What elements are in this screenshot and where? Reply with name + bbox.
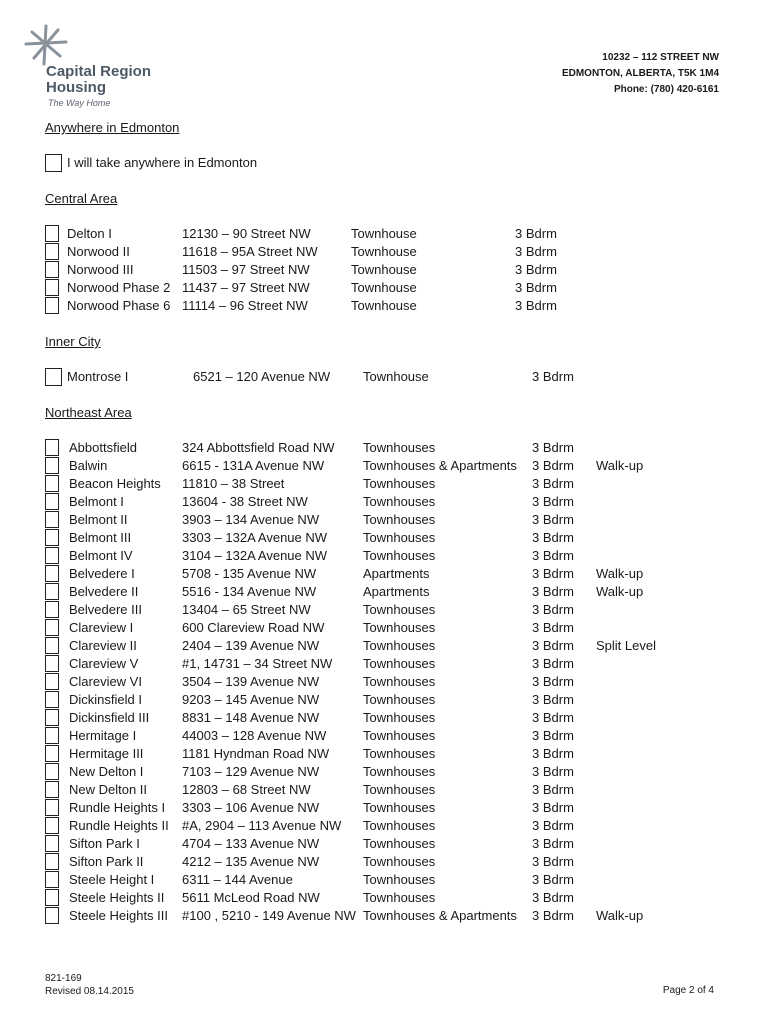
property-checkbox[interactable] [45,799,59,816]
property-row [45,601,725,619]
property-bdrm: 3 Bdrm [532,369,574,384]
property-checkbox[interactable] [45,439,59,456]
property-row [45,709,725,727]
property-row [45,745,725,763]
property-type: Townhouses [363,674,436,689]
property-row [45,511,725,529]
property-row [45,261,725,279]
property-bdrm: 3 Bdrm [515,244,557,259]
property-address: #1, 14731 – 34 Street NW [182,656,333,671]
footer-form-info [45,972,134,998]
property-name: Belmont I [69,494,124,509]
property-row [45,493,725,511]
property-note: Walk-up [596,458,644,473]
property-name: Belmont II [69,512,128,527]
property-checkbox[interactable] [45,691,59,708]
property-address: 3104 – 132A Avenue NW [182,548,328,563]
property-checkbox[interactable] [45,225,59,242]
property-address: 5611 McLeod Road NW [182,890,320,905]
property-row [45,547,725,565]
property-address: 11810 – 38 Street [182,476,285,491]
page-number: Page 2 of 4 [662,985,714,996]
property-note: Walk-up [596,566,644,581]
property-address: 324 Abbottsfield Road NW [182,440,335,455]
property-row [45,439,725,457]
property-name: Norwood Phase 6 [67,298,171,313]
property-name: Belmont III [69,530,132,545]
property-address: 6615 - 131A Avenue NW [182,458,325,473]
property-row [45,297,725,315]
property-address: 9203 – 145 Avenue NW [182,692,320,707]
property-bdrm: 3 Bdrm [532,818,574,833]
property-type: Townhouse [351,280,417,295]
property-name: Belmont IV [69,548,133,563]
property-name: Steele Heights III [69,908,168,923]
property-bdrm: 3 Bdrm [532,458,574,473]
section-heading-central: Central Area [45,191,118,206]
property-type: Townhouses [363,440,436,455]
property-type: Townhouses [363,800,436,815]
property-type: Townhouses [363,620,436,635]
property-name: Clareview I [69,620,134,635]
section-heading-anywhere: Anywhere in Edmonton [45,120,180,135]
property-address: 3504 – 139 Avenue NW [182,674,320,689]
property-bdrm: 3 Bdrm [532,548,574,563]
property-type: Townhouses [363,512,436,527]
property-bdrm: 3 Bdrm [532,746,574,761]
property-checkbox[interactable] [45,493,59,510]
property-bdrm: 3 Bdrm [532,674,574,689]
property-bdrm: 3 Bdrm [532,728,574,743]
property-address: 11114 – 96 Street NW [182,298,308,313]
property-type: Apartments [363,584,430,599]
property-name: Dickinsfield I [69,692,142,707]
property-address: 13404 – 65 Street NW [182,602,311,617]
property-name: Montrose I [67,369,129,384]
property-row [45,781,725,799]
property-row [45,799,725,817]
property-row [45,368,725,386]
property-address: #100 , 5210 - 149 Avenue NW [182,908,356,923]
property-type: Townhouses [363,728,436,743]
property-checkbox[interactable] [45,529,59,546]
property-name: Belvedere II [69,584,139,599]
property-type: Townhouses [363,638,436,653]
capital-region-housing-logo [22,24,162,114]
anywhere-option-row [45,154,725,172]
property-row [45,279,725,297]
property-row [45,529,725,547]
property-row [45,871,725,889]
property-bdrm: 3 Bdrm [532,710,574,725]
property-bdrm: 3 Bdrm [532,782,574,797]
property-checkbox[interactable] [45,709,59,726]
property-type: Townhouses [363,656,436,671]
property-name: Rundle Heights II [69,818,169,833]
property-row [45,763,725,781]
property-type: Townhouses [363,476,436,491]
property-address: 11437 – 97 Street NW [182,280,310,295]
property-name: New Delton I [69,764,144,779]
property-type: Townhouses & Apartments [363,458,517,473]
logo-tagline: The Way Home [48,98,111,108]
anywhere-option-label: I will take anywhere in Edmonton [67,155,258,170]
property-type: Townhouses [363,836,436,851]
property-type: Townhouse [363,369,429,384]
address-phone: Phone: (780) 420-6161 [613,84,719,95]
property-checkbox[interactable] [45,457,59,474]
property-name: Belvedere I [69,566,135,581]
property-type: Townhouses & Apartments [363,908,517,923]
property-row [45,727,725,745]
property-checkbox[interactable] [45,511,59,528]
property-bdrm: 3 Bdrm [532,512,574,527]
property-row [45,817,725,835]
property-row [45,907,725,925]
property-row [45,691,725,709]
property-checkbox[interactable] [45,297,59,314]
property-checkbox[interactable] [45,279,59,296]
property-type: Townhouses [363,692,436,707]
property-name: New Delton II [69,782,148,797]
property-bdrm: 3 Bdrm [532,476,574,491]
property-checkbox[interactable] [45,637,59,654]
property-bdrm: 3 Bdrm [532,836,574,851]
property-bdrm: 3 Bdrm [532,620,574,635]
property-checkbox[interactable] [45,547,59,564]
property-checkbox[interactable] [45,601,59,618]
property-address: 5708 - 135 Avenue NW [182,566,317,581]
property-type: Townhouses [363,854,436,869]
property-checkbox[interactable] [45,817,59,834]
property-type: Apartments [363,566,430,581]
property-name: Steele Height I [69,872,155,887]
logo-name-line1: Capital Region [46,63,152,80]
property-row [45,655,725,673]
property-bdrm: 3 Bdrm [532,764,574,779]
property-bdrm: 3 Bdrm [515,226,557,241]
property-checkbox[interactable] [45,853,59,870]
property-address: 5516 - 134 Avenue NW [182,584,317,599]
property-name: Balwin [69,458,108,473]
property-bdrm: 3 Bdrm [532,566,574,581]
property-name: Rundle Heights I [69,800,166,815]
property-checkbox[interactable] [45,243,59,260]
property-type: Townhouses [363,890,436,905]
section-heading-northeast: Northeast Area [45,405,132,420]
property-checkbox[interactable] [45,261,59,278]
property-address: 44003 – 128 Avenue NW [182,728,327,743]
address-city: EDMONTON, ALBERTA, T5K 1M4 [561,68,719,79]
property-row [45,225,725,243]
property-checkbox[interactable] [45,368,62,386]
property-note: Split Level [596,638,656,653]
property-address: 3303 – 106 Avenue NW [182,800,320,815]
property-type: Townhouse [351,244,417,259]
property-checkbox[interactable] [45,619,59,636]
property-name: Clareview VI [69,674,142,689]
property-checkbox[interactable] [45,727,59,744]
property-bdrm: 3 Bdrm [532,908,574,923]
property-address: 11618 – 95A Street NW [182,244,318,259]
property-address: 4212 – 135 Avenue NW [182,854,320,869]
property-checkbox[interactable] [45,763,59,780]
property-bdrm: 3 Bdrm [515,280,557,295]
property-bdrm: 3 Bdrm [515,298,557,313]
property-type: Townhouses [363,782,436,797]
property-address: 3903 – 134 Avenue NW [182,512,320,527]
property-address: 6521 – 120 Avenue NW [193,369,331,384]
property-name: Norwood III [67,262,134,277]
property-row [45,243,725,261]
property-name: Delton I [67,226,112,241]
form-number: 821-169 [45,973,82,984]
address-street: 10232 – 112 STREET NW [602,52,719,63]
property-address: 600 Clareview Road NW [182,620,325,635]
property-row [45,457,725,475]
property-type: Townhouses [363,548,436,563]
property-type: Townhouses [363,494,436,509]
property-row [45,637,725,655]
property-type: Townhouse [351,298,417,313]
property-name: Hermitage III [69,746,144,761]
property-bdrm: 3 Bdrm [532,656,574,671]
property-checkbox[interactable] [45,745,59,762]
property-row [45,889,725,907]
property-checkbox[interactable] [45,475,59,492]
logo-name-line2: Housing [46,79,106,96]
property-note: Walk-up [596,908,644,923]
property-type: Townhouses [363,710,436,725]
property-bdrm: 3 Bdrm [532,692,574,707]
property-name: Belvedere III [69,602,142,617]
property-address: 3303 – 132A Avenue NW [182,530,328,545]
property-checkbox[interactable] [45,889,59,906]
property-checkbox[interactable] [45,781,59,798]
property-type: Townhouses [363,746,436,761]
property-name: Steele Heights II [69,890,165,905]
property-name: Hermitage I [69,728,137,743]
property-type: Townhouses [363,764,436,779]
property-type: Townhouses [363,602,436,617]
property-row [45,475,725,493]
property-checkbox[interactable] [45,655,59,672]
property-address: 13604 - 38 Street NW [182,494,308,509]
property-row [45,673,725,691]
property-checkbox[interactable] [45,565,59,582]
property-bdrm: 3 Bdrm [515,262,557,277]
property-bdrm: 3 Bdrm [532,440,574,455]
property-bdrm: 3 Bdrm [532,872,574,887]
logo-cross-icon [22,24,70,68]
property-type: Townhouses [363,530,436,545]
property-address: 11503 – 97 Street NW [182,262,310,277]
property-checkbox[interactable] [45,673,59,690]
property-type: Townhouse [351,226,417,241]
property-name: Norwood Phase 2 [67,280,171,295]
property-type: Townhouse [351,262,417,277]
property-bdrm: 3 Bdrm [532,602,574,617]
property-bdrm: 3 Bdrm [532,494,574,509]
logo-name [46,64,166,96]
property-name: Clareview V [69,656,139,671]
property-bdrm: 3 Bdrm [532,584,574,599]
revision-date: Revised 08.14.2015 [45,986,134,997]
section-heading-inner-city: Inner City [45,334,101,349]
property-address: 7103 – 129 Avenue NW [182,764,320,779]
property-row [45,619,725,637]
property-row [45,583,725,601]
property-address: 12803 – 68 Street NW [182,782,311,797]
property-bdrm: 3 Bdrm [532,800,574,815]
property-note: Walk-up [596,584,644,599]
property-bdrm: 3 Bdrm [532,638,574,653]
property-name: Sifton Park II [69,854,144,869]
property-bdrm: 3 Bdrm [532,530,574,545]
property-checkbox[interactable] [45,583,59,600]
property-name: Sifton Park I [69,836,140,851]
property-row [45,565,725,583]
property-row [45,853,725,871]
property-address: 6311 – 144 Avenue [182,872,293,887]
property-name: Beacon Heights [69,476,161,491]
property-type: Townhouses [363,872,436,887]
property-row [45,835,725,853]
property-address: 4704 – 133 Avenue NW [182,836,320,851]
property-bdrm: 3 Bdrm [532,854,574,869]
property-type: Townhouses [363,818,436,833]
property-address: #A, 2904 – 113 Avenue NW [182,818,342,833]
property-checkbox[interactable] [45,835,59,852]
property-name: Norwood II [67,244,130,259]
property-address: 8831 – 148 Avenue NW [182,710,320,725]
office-address [562,50,719,98]
property-bdrm: 3 Bdrm [532,890,574,905]
property-checkbox[interactable] [45,871,59,888]
property-name: Dickinsfield III [69,710,150,725]
property-address: 12130 – 90 Street NW [182,226,311,241]
property-address: 2404 – 139 Avenue NW [182,638,320,653]
property-address: 1181 Hyndman Road NW [182,746,330,761]
property-name: Clareview II [69,638,137,653]
anywhere-checkbox[interactable] [45,154,62,172]
property-checkbox[interactable] [45,907,59,924]
property-name: Abbottsfield [69,440,137,455]
